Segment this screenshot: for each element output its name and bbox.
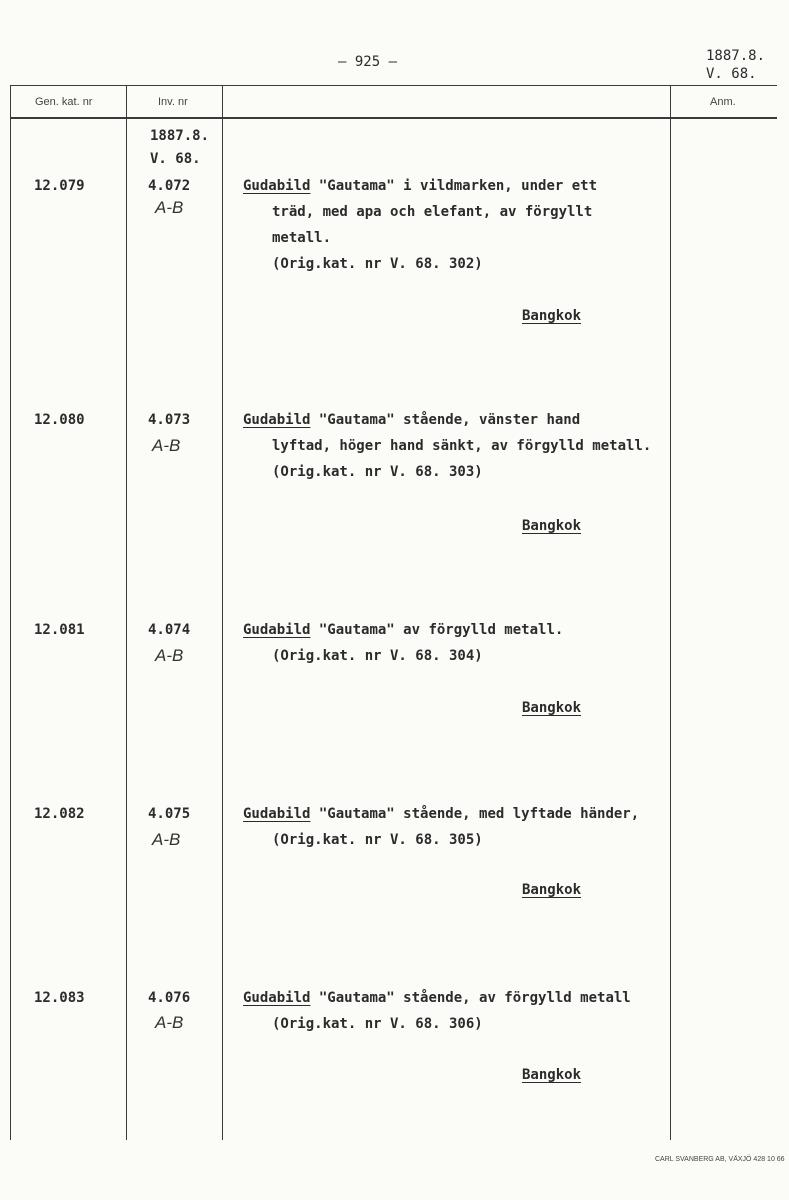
entry-gen-nr: 12.080 <box>34 412 85 428</box>
page-number: – 925 – <box>338 54 398 70</box>
header-anm: Anm. <box>710 96 736 108</box>
entry-desc-line1 <box>243 990 631 1006</box>
entry-desc-line1 <box>243 412 580 428</box>
entry-title: Gudabild <box>243 622 311 638</box>
entry-title: Gudabild <box>243 412 311 428</box>
entry-desc-line1 <box>243 622 563 638</box>
entry-desc-line1 <box>243 178 597 194</box>
entry-gen-nr: 12.083 <box>34 990 85 1006</box>
entry-desc-line: (Orig.kat. nr V. 68. 305) <box>272 832 483 848</box>
entry-title: Gudabild <box>243 178 311 194</box>
entry-desc-first: "Gautama" i vildmarken, under ett <box>318 178 598 194</box>
entry-place: Bangkok <box>522 700 582 716</box>
entry-inv-nr: 4.076 <box>148 990 191 1006</box>
entry-desc-line1 <box>243 806 639 822</box>
entry-handwritten-mark: A-B <box>152 830 181 849</box>
entry-inv-nr: 4.075 <box>148 806 191 822</box>
column-divider-2 <box>126 85 127 1140</box>
entry-gen-nr: 12.082 <box>34 806 85 822</box>
entry-handwritten-mark: A-B <box>155 646 184 665</box>
column-divider-4 <box>670 85 671 1140</box>
entry-place: Bangkok <box>522 518 582 534</box>
entry-desc-first: "Gautama" stående, med lyftade händer, <box>318 806 640 822</box>
entry-place: Bangkok <box>522 882 582 898</box>
entry-gen-nr: 12.079 <box>34 178 85 194</box>
entry-handwritten-mark: A-B <box>155 198 184 217</box>
entry-inv-nr: 4.073 <box>148 412 191 428</box>
entry-desc-first: "Gautama" stående, vänster hand <box>318 412 581 428</box>
entry-handwritten-mark: A-B <box>152 436 181 455</box>
entry-title: Gudabild <box>243 806 311 822</box>
column-divider-3 <box>222 85 223 1140</box>
entry-desc-line: (Orig.kat. nr V. 68. 303) <box>272 464 483 480</box>
entry-desc-line: metall. <box>272 230 332 246</box>
header-inv: Inv. nr <box>158 96 188 108</box>
top-right-ref-line2: V. 68. <box>706 66 757 82</box>
entry-desc-line: (Orig.kat. nr V. 68. 304) <box>272 648 483 664</box>
printer-footer: CARL SVANBERG AB, VÄXJÖ 428 10 66 <box>655 1156 785 1163</box>
group-ref-line2: V. 68. <box>150 151 201 167</box>
group-ref-line1: 1887.8. <box>150 128 210 144</box>
entry-inv-nr: 4.074 <box>148 622 191 638</box>
entry-place: Bangkok <box>522 308 582 324</box>
entry-desc-line: träd, med apa och elefant, av förgyllt <box>272 204 593 220</box>
entry-title: Gudabild <box>243 990 311 1006</box>
entry-desc-first: "Gautama" stående, av förgylld metall <box>318 990 631 1006</box>
entry-inv-nr: 4.072 <box>148 178 191 194</box>
entry-gen-nr: 12.081 <box>34 622 85 638</box>
entry-desc-line: lyftad, höger hand sänkt, av förgylld metall. <box>272 438 652 454</box>
entry-handwritten-mark: A-B <box>155 1013 184 1032</box>
header-gen-kat: Gen. kat. nr <box>35 96 93 108</box>
entry-desc-line: (Orig.kat. nr V. 68. 302) <box>272 256 483 272</box>
entry-desc-first: "Gautama" av förgylld metall. <box>318 622 564 638</box>
entry-place: Bangkok <box>522 1067 582 1083</box>
column-divider-1 <box>10 85 11 1140</box>
entry-desc-line: (Orig.kat. nr V. 68. 306) <box>272 1016 483 1032</box>
top-right-ref-line1: 1887.8. <box>706 48 766 64</box>
